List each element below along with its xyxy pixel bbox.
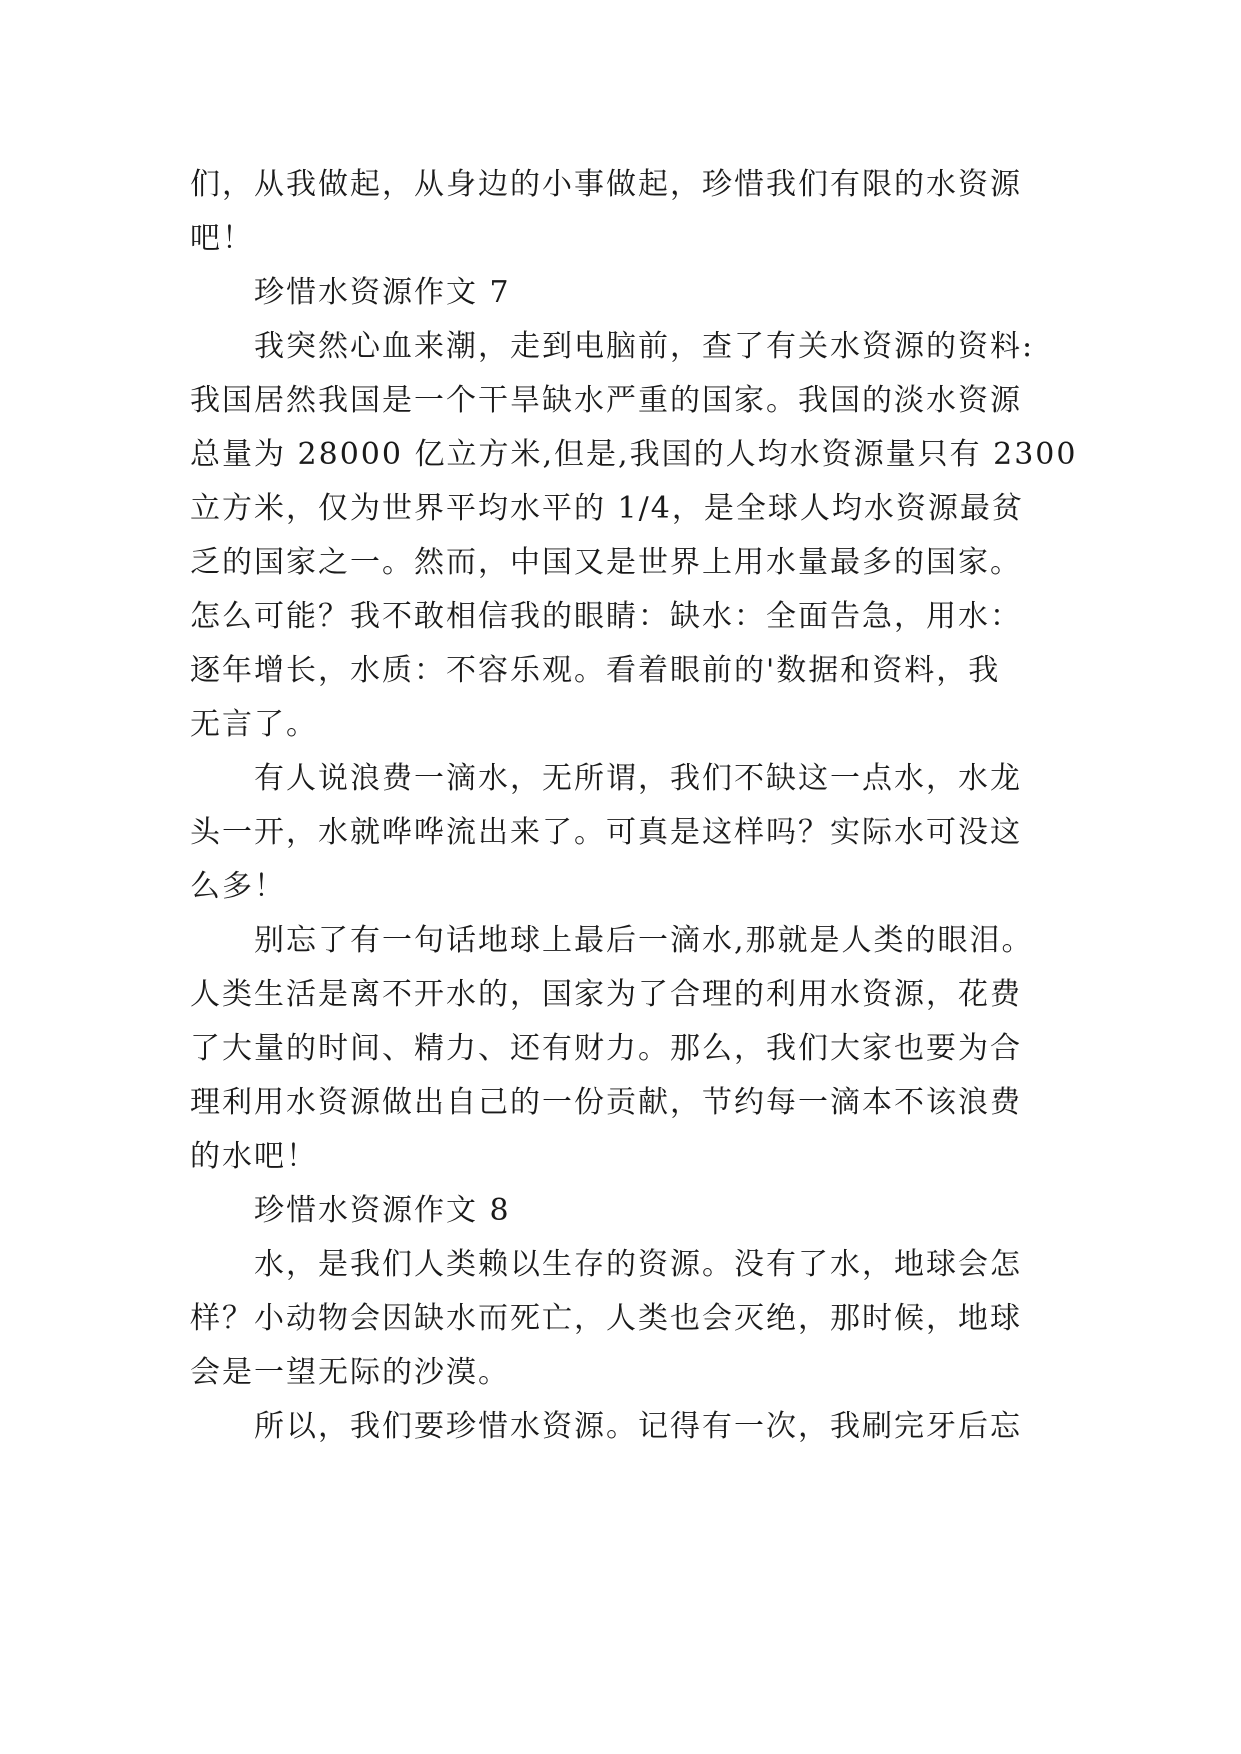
text-line: 样？小动物会因缺水而死亡，人类也会灭绝，那时候，地球 [190, 1301, 1022, 1336]
section-heading-8: 珍惜水资源作文 8 [254, 1193, 511, 1228]
text-line: 理利用水资源做出自己的一份贡献，节约每一滴本不该浪费 [190, 1085, 1022, 1120]
text-line: 有人说浪费一滴水，无所谓，我们不缺这一点水，水龙 [254, 761, 1022, 796]
text-line: 我国居然我国是一个干旱缺水严重的国家。我国的淡水资源 [190, 383, 1022, 418]
text-line: 水，是我们人类赖以生存的资源。没有了水，地球会怎 [254, 1247, 1022, 1282]
text-line: 总量为 28000 亿立方米,但是,我国的人均水资源量只有 2300 [190, 437, 1078, 472]
text-line: 吧！ [190, 221, 254, 256]
text-line: 别忘了有一句话地球上最后一滴水,那就是人类的眼泪。 [254, 923, 1034, 958]
text-line: 人类生活是离不开水的，国家为了合理的利用水资源，花费 [190, 977, 1022, 1012]
text-line: 会是一望无际的沙漠。 [190, 1355, 510, 1390]
text-line: 的水吧！ [190, 1139, 318, 1174]
text-line: 怎么可能？我不敢相信我的眼睛：缺水：全面告急，用水： [190, 599, 1022, 634]
text-line: 乏的国家之一。然而，中国又是世界上用水量最多的国家。 [190, 545, 1022, 580]
text-line: 逐年增长，水质：不容乐观。看着眼前的'数据和资料，我 [190, 653, 1001, 688]
text-line: 所以，我们要珍惜水资源。记得有一次，我刷完牙后忘 [254, 1409, 1022, 1444]
text-line: 么多！ [190, 869, 286, 904]
text-line: 无言了。 [190, 707, 318, 742]
document-body [190, 158, 1078, 1454]
text-line: 了大量的时间、精力、还有财力。那么，我们大家也要为合 [190, 1031, 1022, 1066]
text-line: 头一开，水就哗哗流出来了。可真是这样吗？实际水可没这 [190, 815, 1022, 850]
text-line: 立方米，仅为世界平均水平的 1/4，是全球人均水资源最贫 [190, 491, 1024, 526]
text-line: 们，从我做起，从身边的小事做起，珍惜我们有限的水资源 [190, 167, 1022, 202]
text-line: 我突然心血来潮，走到电脑前，查了有关水资源的资料: [254, 329, 1035, 364]
section-heading-7: 珍惜水资源作文 7 [254, 275, 511, 310]
